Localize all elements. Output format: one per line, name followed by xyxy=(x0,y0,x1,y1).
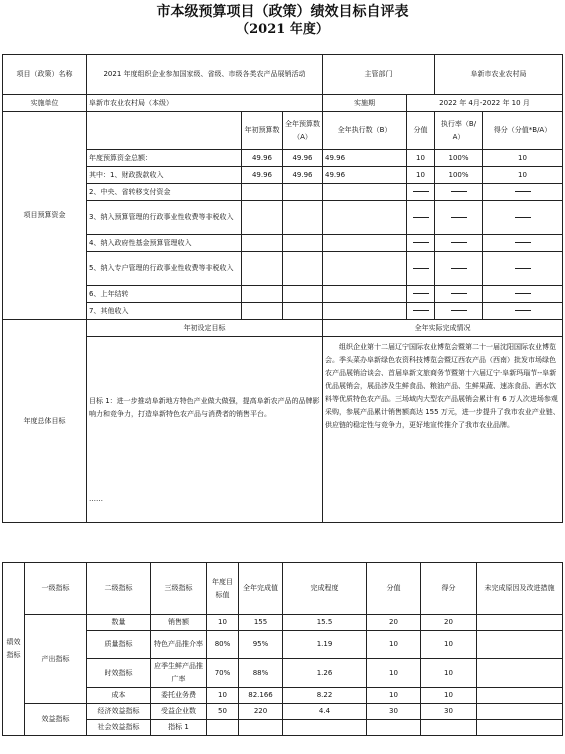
budget-row-full: 49.96 xyxy=(283,150,323,167)
indicator-weight: 20 xyxy=(367,615,421,631)
indicator-row xyxy=(3,631,563,659)
budget-row xyxy=(3,252,563,286)
dash-mark xyxy=(413,191,429,192)
indicator-weight: 10 xyxy=(367,631,421,659)
budget-row xyxy=(3,184,563,201)
budget-row xyxy=(3,201,563,235)
indicator-output-label: 产出指标 xyxy=(25,615,87,704)
indicator-target: 10 xyxy=(207,688,239,704)
indicator-target xyxy=(207,720,239,736)
indicator-l3: 委托业务费 xyxy=(151,688,207,704)
indicator-score: 30 xyxy=(421,704,477,720)
budget-row-exec: 49.96 xyxy=(323,167,407,184)
indicator-row xyxy=(3,659,563,688)
indicator-weight: 10 xyxy=(367,659,421,688)
budget-row-full: 49.96 xyxy=(283,167,323,184)
indicator-header-weight: 分值 xyxy=(367,563,421,615)
indicator-header-target: 年度目标值 xyxy=(207,563,239,615)
indicator-l3: 销售额 xyxy=(151,615,207,631)
dash-mark xyxy=(451,242,467,243)
dash-mark xyxy=(451,268,467,269)
budget-row-label: 3、纳入预算管理的行政事业性收费等非税收入 xyxy=(87,201,242,235)
dash-mark xyxy=(515,217,531,218)
indicator-actual: 220 xyxy=(239,704,283,720)
budget-row-initial: 49.96 xyxy=(242,150,283,167)
indicator-header-reason: 未完成原因及改进措施 xyxy=(477,563,563,615)
dash-mark xyxy=(515,310,531,311)
indicator-reason xyxy=(477,659,563,688)
dash-mark xyxy=(413,242,429,243)
indicator-reason xyxy=(477,615,563,631)
indicator-header-degree: 完成程度 xyxy=(283,563,367,615)
indicator-score: 20 xyxy=(421,615,477,631)
budget-row-score: 10 xyxy=(483,150,563,167)
budget-header-score: 得分（分值*B/A） xyxy=(483,112,563,150)
indicator-reason xyxy=(477,720,563,736)
project-name-label: 项目（政策）名称 xyxy=(3,55,87,95)
indicator-target: 70% xyxy=(207,659,239,688)
budget-row-label: 其中：1、财政拨款收入 xyxy=(87,167,242,184)
indicator-l3: 受益企业数 xyxy=(151,704,207,720)
indicator-weight xyxy=(367,720,421,736)
indicator-target: 10 xyxy=(207,615,239,631)
indicator-header-score: 得分 xyxy=(421,563,477,615)
unit-row xyxy=(3,95,563,112)
goals-planned-header: 年初设定目标 xyxy=(87,320,323,337)
budget-row-label: 6、上年结转 xyxy=(87,286,242,303)
goals-planned-cell xyxy=(87,337,323,523)
budget-row xyxy=(3,235,563,252)
dash-mark xyxy=(451,293,467,294)
indicator-score: 10 xyxy=(421,659,477,688)
indicator-row xyxy=(3,615,563,631)
budget-row-label: 2、中央、省转移支付资金 xyxy=(87,184,242,201)
indicator-l2: 数量 xyxy=(87,615,151,631)
indicator-actual: 95% xyxy=(239,631,283,659)
indicator-weight: 10 xyxy=(367,688,421,704)
budget-row-label: 7、其他收入 xyxy=(87,303,242,320)
budget-row-score: 10 xyxy=(483,167,563,184)
budget-row-rate: 100% xyxy=(435,150,483,167)
indicator-l3: 应季生鲜产品推广率 xyxy=(151,659,207,688)
indicator-degree: 8.22 xyxy=(283,688,367,704)
budget-row-label: 4、纳入政府性基金预算管理收入 xyxy=(87,235,242,252)
indicator-header-level3: 三级指标 xyxy=(151,563,207,615)
budget-row-label: 5、纳入专户管理的行政事业性收费等非税收入 xyxy=(87,252,242,286)
indicator-reason xyxy=(477,631,563,659)
budget-row xyxy=(3,150,563,167)
dash-mark xyxy=(413,268,429,269)
budget-row-initial: 49.96 xyxy=(242,167,283,184)
indicator-l2: 社会效益指标 xyxy=(87,720,151,736)
dash-mark xyxy=(515,191,531,192)
indicator-degree: 15.5 xyxy=(283,615,367,631)
page-title: 市本级预算项目（政策）绩效目标自评表 xyxy=(156,4,409,20)
indicator-weight: 30 xyxy=(367,704,421,720)
indicator-degree: 1.19 xyxy=(283,631,367,659)
budget-header-rate: 执行率（B/A） xyxy=(435,112,483,150)
indicator-l2: 成本 xyxy=(87,688,151,704)
goals-planned-text: 目标 1：进一步推动阜新地方特色产业做大做强，提高阜新农产品的品牌影响力和竞争力，打造阜新特色农产品与消费者的销售平台。 xyxy=(89,397,320,418)
budget-row-rate: 100% xyxy=(435,167,483,184)
dash-mark xyxy=(413,217,429,218)
dept-value: 阜新市农业农村局 xyxy=(435,55,563,95)
period-label: 实施期 xyxy=(323,95,407,112)
budget-header-row xyxy=(3,112,563,150)
indicator-header-row xyxy=(3,563,563,615)
evaluation-table-indicators xyxy=(2,562,563,736)
budget-header-weight: 分值 xyxy=(407,112,435,150)
budget-header-executed: 全年执行数（B） xyxy=(323,112,407,150)
goals-actual-header: 全年实际完成情况 xyxy=(323,320,563,337)
evaluation-table-upper xyxy=(2,54,563,523)
indicator-degree: 4.4 xyxy=(283,704,367,720)
indicator-header-level2: 二级指标 xyxy=(87,563,151,615)
indicator-target: 50 xyxy=(207,704,239,720)
dash-mark xyxy=(515,293,531,294)
indicator-header-actual: 全年完成值 xyxy=(239,563,283,615)
dept-label: 主管部门 xyxy=(323,55,435,95)
budget-row xyxy=(3,303,563,320)
unit-label: 实施单位 xyxy=(3,95,87,112)
indicator-row xyxy=(3,720,563,736)
budget-row-label: 年度预算资金总额： xyxy=(87,150,242,167)
goals-planned-ellipsis: …… xyxy=(89,495,103,503)
indicator-actual xyxy=(239,720,283,736)
indicator-actual: 82.166 xyxy=(239,688,283,704)
dash-mark xyxy=(451,191,467,192)
indicator-actual: 155 xyxy=(239,615,283,631)
indicator-row xyxy=(3,704,563,720)
dash-mark xyxy=(515,242,531,243)
goals-header-row xyxy=(3,320,563,337)
budget-header-initial: 年初预算数 xyxy=(242,112,283,150)
indicator-score: 10 xyxy=(421,631,477,659)
budget-header-full: 全年预算数（A） xyxy=(283,112,323,150)
project-info-row xyxy=(3,55,563,95)
indicator-score: 10 xyxy=(421,688,477,704)
indicator-row xyxy=(3,688,563,704)
indicator-benefit-label: 效益指标 xyxy=(25,704,87,736)
budget-row xyxy=(3,286,563,303)
indicator-l2: 质量指标 xyxy=(87,631,151,659)
indicator-reason xyxy=(477,704,563,720)
budget-header-blank xyxy=(87,112,242,150)
project-name-value: 2021 年度组织企业参加国家级、省级、市级各类农产品展销活动 xyxy=(87,55,323,95)
indicator-l2: 经济效益指标 xyxy=(87,704,151,720)
budget-row-weight: 10 xyxy=(407,150,435,167)
dash-mark xyxy=(451,217,467,218)
indicator-actual: 88% xyxy=(239,659,283,688)
dash-mark xyxy=(413,310,429,311)
indicator-score xyxy=(421,720,477,736)
budget-section-label: 项目预算资金 xyxy=(3,112,87,320)
budget-row-exec: 49.96 xyxy=(323,150,407,167)
goals-section-label: 年度总体目标 xyxy=(3,320,87,523)
period-value: 2022 年 4月-2022 年 10 月 xyxy=(407,95,563,112)
indicator-l3: 指标 1 xyxy=(151,720,207,736)
budget-row xyxy=(3,167,563,184)
indicator-header-level1: 一级指标 xyxy=(25,563,87,615)
indicator-l3: 特色产品推介率 xyxy=(151,631,207,659)
unit-value: 阜新市农业农村局（本级） xyxy=(87,95,323,112)
goals-content-row xyxy=(3,337,563,523)
page-subtitle: （2021 年度） xyxy=(236,22,329,37)
indicator-reason xyxy=(477,688,563,704)
indicator-degree xyxy=(283,720,367,736)
dash-mark xyxy=(451,310,467,311)
indicator-target: 80% xyxy=(207,631,239,659)
dash-mark xyxy=(515,268,531,269)
dash-mark xyxy=(413,293,429,294)
goals-actual-text: 组织企业第十二届辽宁国际农业博览会暨第二十一届沈阳国际农业博览会。季头菜办阜新绿色农资科技博览会暨辽西农产品（西南）批发市场绿色农产品展销洽谈会、首届阜新文旅商务节暨第十六届辽宁·阜新玛瑙节--阜新优品展销会，展品涉及生鲜食品、粮油产品、生鲜果蔬、速冻食品、酒水饮料等优质特色农产品。三场域内大型农产品展销会累计有 6 万人次进场参观采购，参展产品累计销售额高达 155 万元，进一步提升了我市农业产业链、供应链的稳定性与竞争力，更好地宣传推介了我市农业品牌。 xyxy=(323,337,563,523)
budget-row-weight: 10 xyxy=(407,167,435,184)
indicator-side-label: 绩效指标 xyxy=(3,563,25,736)
indicator-l2: 时效指标 xyxy=(87,659,151,688)
indicator-degree: 1.26 xyxy=(283,659,367,688)
